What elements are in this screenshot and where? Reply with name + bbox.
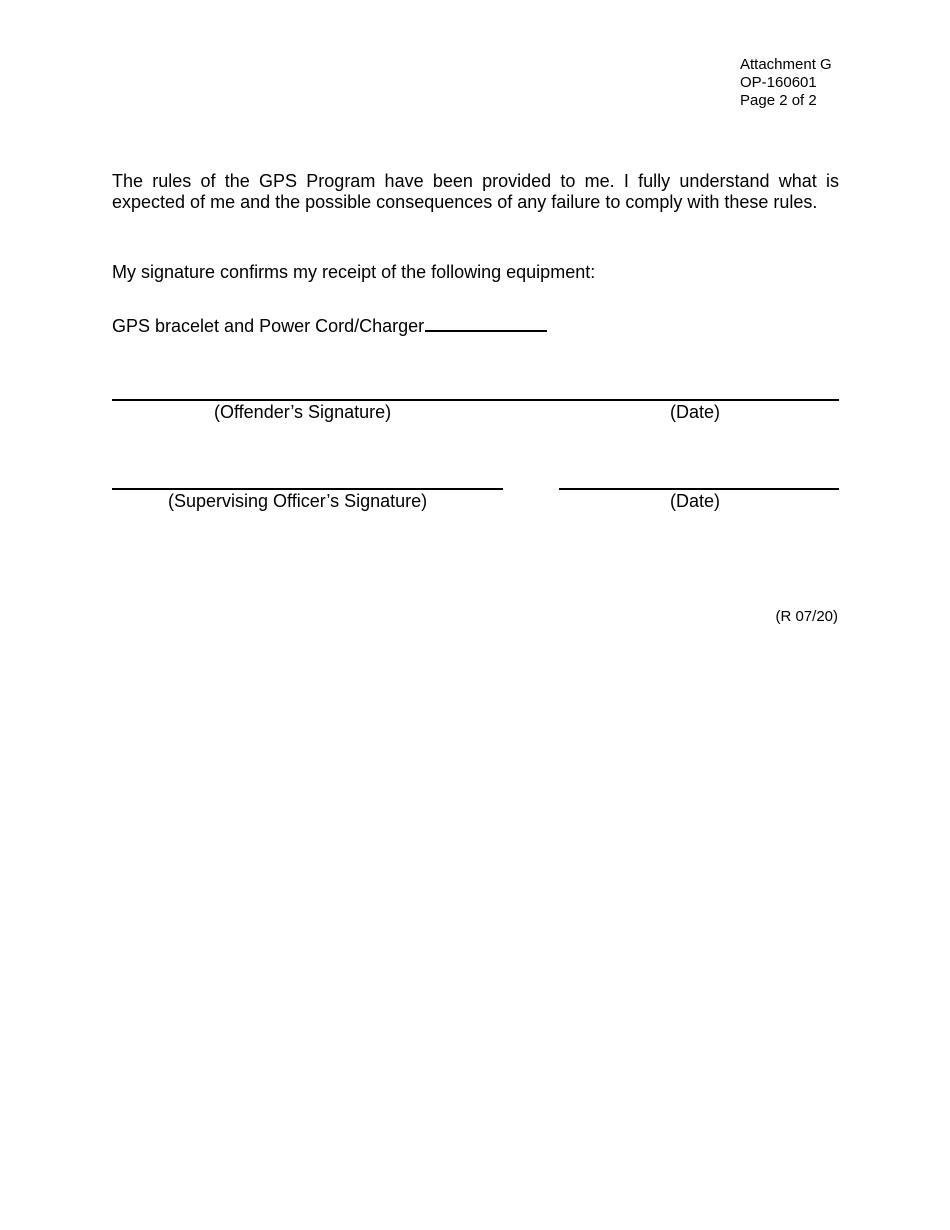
- document-header: [740, 56, 832, 110]
- attachment-label: Attachment G: [740, 56, 832, 73]
- receipt-statement: My signature confirms my receipt of the following equipment:: [112, 262, 596, 282]
- page-number: Page 2 of 2: [740, 92, 817, 109]
- equipment-item-label: GPS bracelet and Power Cord/Charger: [112, 316, 425, 336]
- officer-date-line[interactable]: [559, 488, 839, 490]
- rules-statement: The rules of the GPS Program have been provided to me. I fully understand what is expected of me and the possible consequences of any failure to comply with these rules.: [112, 171, 839, 212]
- equipment-line: [112, 312, 839, 337]
- offender-date-caption: (Date): [670, 402, 721, 422]
- revision-code: (R 07/20): [775, 608, 838, 625]
- offender-signature-line[interactable]: [112, 399, 839, 401]
- offender-signature-caption: (Offender’s Signature): [214, 402, 392, 422]
- officer-signature-line[interactable]: [112, 488, 503, 490]
- op-number: OP-160601: [740, 74, 817, 91]
- officer-date-caption: (Date): [670, 491, 721, 511]
- officer-signature-caption: (Supervising Officer’s Signature): [168, 491, 428, 511]
- equipment-initial-blank[interactable]: [425, 312, 547, 332]
